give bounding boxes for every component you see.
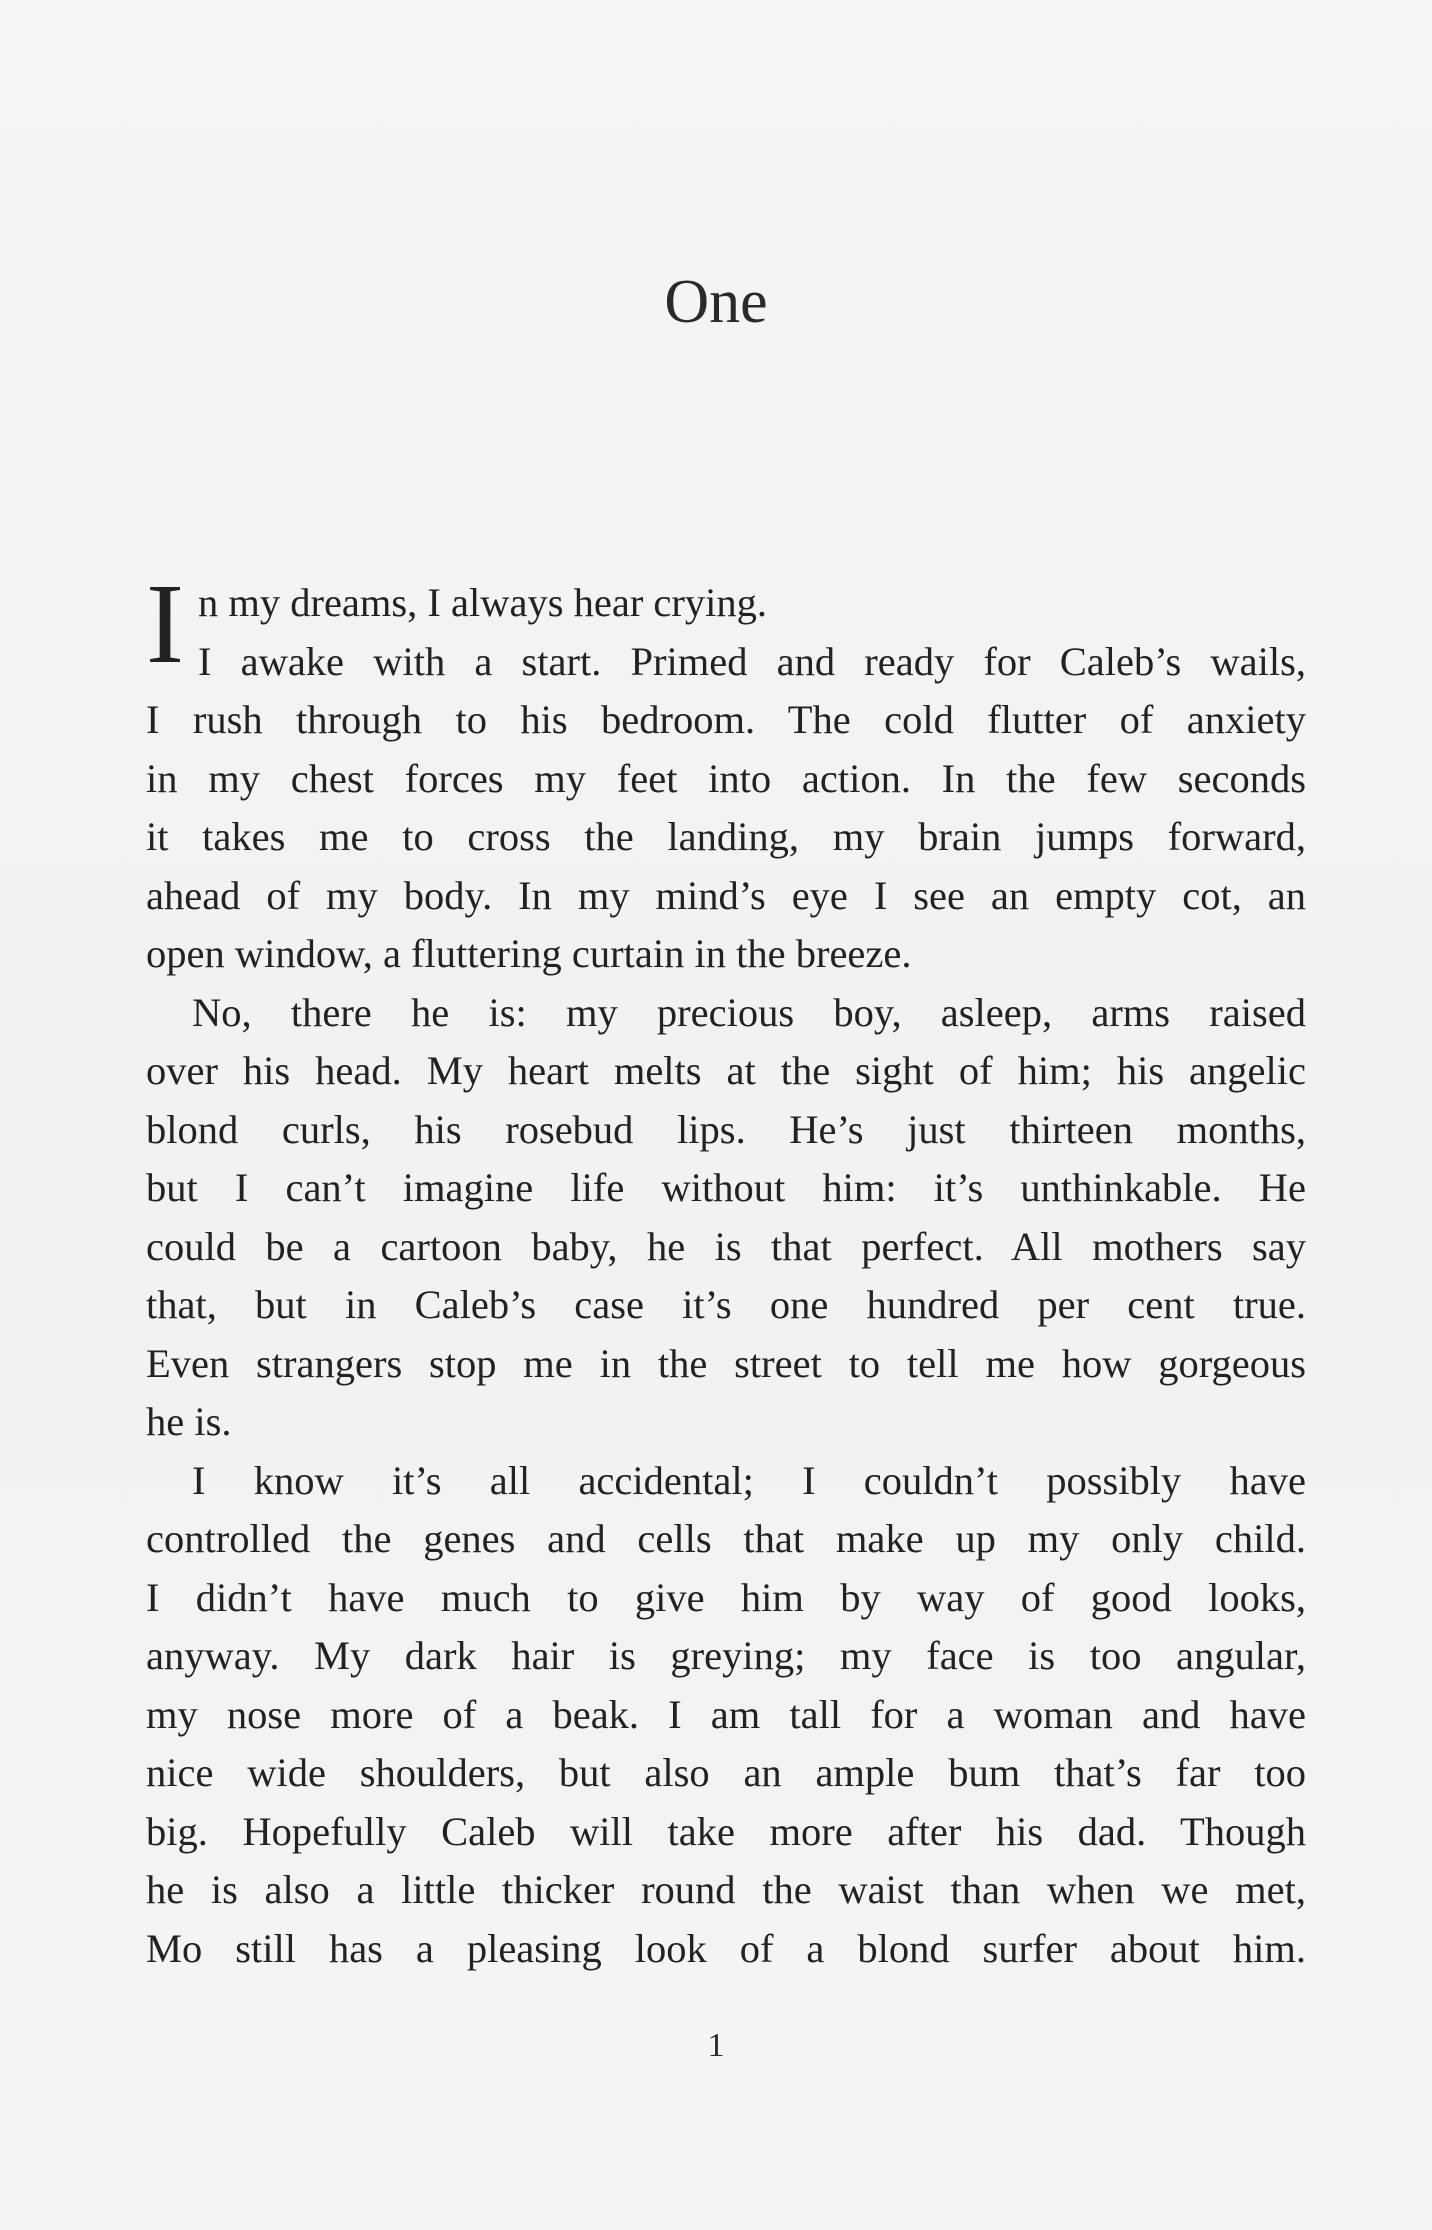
text-line: my nose more of a beak. I am tall for a woman and have bbox=[146, 1691, 1306, 1737]
text-line: open window, a fluttering curtain in the breeze. bbox=[146, 931, 912, 976]
text-line: nice wide shoulders, but also an ample bum that’s far too bbox=[146, 1750, 1306, 1795]
text-line: Mo still has a pleasing look of a blond surfer about him. bbox=[146, 1925, 1306, 1971]
drop-cap: I bbox=[146, 560, 184, 687]
text-line: that, but in Caleb’s case it’s one hundred per cent true. bbox=[146, 1282, 1306, 1327]
paragraph bbox=[146, 1452, 1306, 1979]
paragraph bbox=[146, 984, 1306, 1452]
paragraph-continuation bbox=[146, 691, 1306, 984]
text-line: he is. bbox=[146, 1399, 232, 1444]
text-line: it takes me to cross the landing, my brain jumps forward, bbox=[146, 814, 1306, 859]
page-number: 1 bbox=[707, 2027, 725, 2064]
text-line: he is also a little thicker round the waist than when we met, bbox=[146, 1867, 1306, 1912]
text-line: anyway. My dark hair is greying; my face is too angular, bbox=[146, 1633, 1306, 1678]
text-line: controlled the genes and cells that make up my only child. bbox=[146, 1516, 1306, 1561]
text-line: blond curls, his rosebud lips. He’s just thirteen months, bbox=[146, 1106, 1306, 1152]
text-line: I rush through to his bedroom. The cold flutter of anxiety bbox=[146, 697, 1306, 742]
text-line: I awake with a start. Primed and ready for Caleb’s wails, bbox=[197, 638, 1306, 684]
chapter-body bbox=[146, 560, 1306, 1978]
text-line: over his head. My heart melts at the sight of him; his angelic bbox=[146, 1048, 1306, 1093]
text-line: in my chest forces my feet into action. In the few seconds bbox=[146, 755, 1306, 801]
paragraph-opening bbox=[146, 560, 1306, 691]
text-line: I didn’t have much to give him by way of good looks, bbox=[146, 1574, 1306, 1620]
chapter-title: One bbox=[664, 268, 768, 336]
text-line: Even strangers stop me in the street to tell me how gorgeous bbox=[146, 1340, 1306, 1386]
text-line: n my dreams, I always hear crying. bbox=[197, 580, 768, 625]
text-line: big. Hopefully Caleb will take more after his dad. Though bbox=[146, 1808, 1306, 1854]
text-line: No, there he is: my precious boy, asleep, arms raised bbox=[192, 989, 1306, 1035]
text-line: ahead of my body. In my mind’s eye I see an empty cot, an bbox=[146, 872, 1306, 918]
text-line: could be a cartoon baby, he is that perfect. All mothers say bbox=[146, 1223, 1306, 1269]
text-line: I know it’s all accidental; I couldn’t possibly have bbox=[192, 1457, 1306, 1503]
text-line: but I can’t imagine life without him: it’s unthinkable. He bbox=[146, 1165, 1306, 1210]
